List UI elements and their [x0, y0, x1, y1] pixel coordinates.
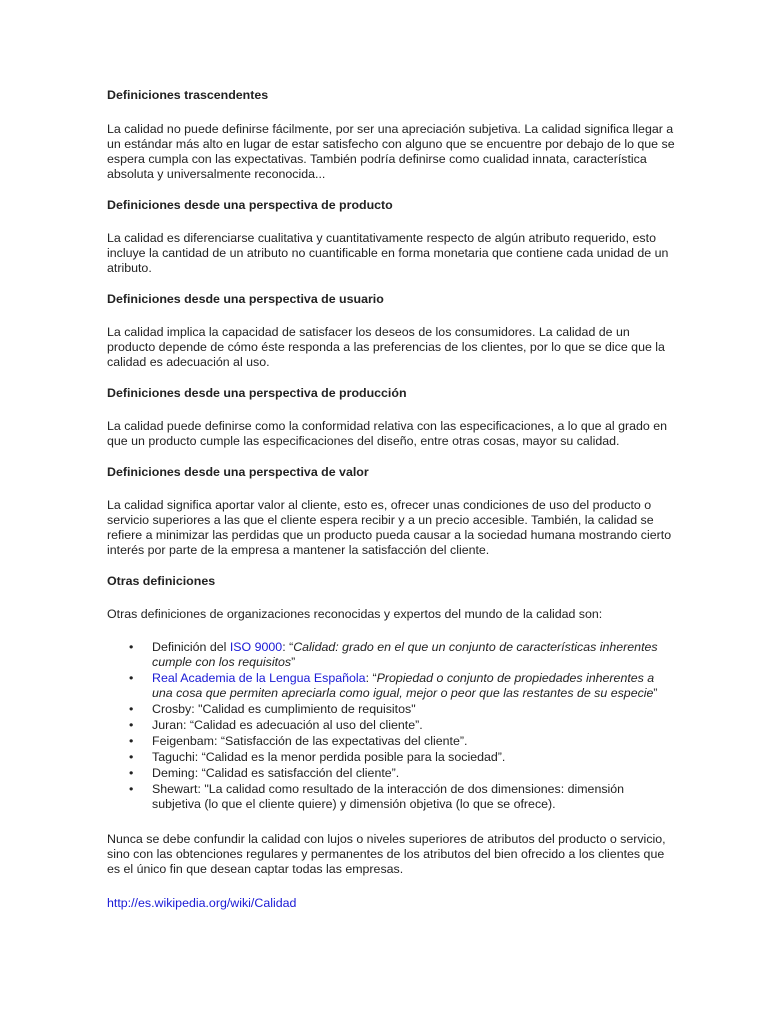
paragraph-usuario: La calidad implica la capacidad de satisfacer los deseos de los consumidores. La calidad de un producto depende de cómo éste responda a las preferencias de los clientes, por lo que se dice que la calidad es adecuación al uso. [107, 325, 665, 369]
juran-text: Juran: “Calidad es adecuación al uso del cliente”. [152, 718, 423, 732]
list-item-rae [107, 671, 675, 701]
paragraph-producto: La calidad es diferenciarse cualitativa y cuantitativamente respecto de algún atributo requerido, esto incluye la cantidad de un atributo no cuantificable en forma monetaria que contiene cada unidad de un atributo. [107, 231, 669, 275]
heading-trascendentes: Definiciones trascendentes [107, 88, 269, 102]
list-item-feigenbam [107, 734, 675, 749]
heading-usuario: Definiciones desde una perspectiva de usuario [107, 292, 384, 306]
iso-close: ” [291, 655, 296, 669]
paragraph-valor: La calidad significa aportar valor al cliente, esto es, ofrecer unas condiciones de uso del producto o servicio superiores a las que el cliente espera recibir y a un precio accesible. También, la calidad se refiere a minimizar las perdidas que un producto pueda causar a la sociedad humana mostrando cierto interés por parte de la empresa a mantener la satisfacción del cliente. [107, 498, 672, 557]
bullet-icon: • [129, 671, 134, 685]
iso-prefix: Definición del [152, 640, 230, 654]
bullet-icon: • [129, 750, 134, 764]
bullet-icon: • [129, 766, 134, 780]
iso-sep: : “ [282, 640, 294, 654]
source-url-paragraph [107, 896, 675, 911]
feigenbam-text: Feigenbam: “Satisfacción de las expectativas del cliente”. [152, 734, 468, 748]
heading-otras: Otras definiciones [107, 574, 216, 588]
list-item-crosby [107, 702, 675, 717]
paragraph-trascendentes: La calidad no puede definirse fácilmente, por ser una apreciación subjetiva. La calidad significa llegar a un estándar más alto en lugar de estar satisfecho con alguno que se encuentre por debajo de lo que se espera cumpla con las expectativas. También podría definirse como cualidad innata, característica absoluta y universalmente reconocida... [107, 122, 675, 181]
bullet-icon: • [129, 782, 134, 796]
document-body [107, 88, 675, 911]
bullet-icon: • [129, 702, 134, 716]
paragraph-otras-intro: Otras definiciones de organizaciones reconocidas y expertos del mundo de la calidad son: [107, 607, 603, 621]
list-item-deming [107, 766, 675, 781]
paragraph-closing: Nunca se debe confundir la calidad con lujos o niveles superiores de atributos del producto o servicio, sino con las obtenciones regulares y permanentes de los atributos del bien ofrecido a los clientes que es el único fin que desean captar todas las empresas. [107, 832, 666, 876]
crosby-text: Crosby: "Calidad es cumplimiento de requisitos" [152, 702, 416, 716]
rae-close: ” [653, 686, 658, 700]
taguchi-text: Taguchi: “Calidad es la menor perdida posible para la sociedad”. [152, 750, 506, 764]
heading-valor: Definiciones desde una perspectiva de valor [107, 465, 369, 479]
list-item-shewart [107, 782, 675, 812]
list-item-iso [107, 640, 675, 670]
iso-9000-link[interactable]: ISO 9000 [229, 640, 283, 654]
paragraph-produccion: La calidad puede definirse como la conformidad relativa con las especificaciones, a lo que al grado en que un producto cumple las especificaciones del diseño, entre otras cosas, mayor su calidad. [107, 419, 667, 448]
deming-text: Deming: “Calidad es satisfacción del cliente”. [152, 766, 400, 780]
bullet-icon: • [129, 718, 134, 732]
bullet-icon: • [129, 640, 134, 654]
rae-sep: : “ [365, 671, 377, 685]
list-item-juran [107, 718, 675, 733]
list-item-taguchi [107, 750, 675, 765]
shewart-text: Shewart: "La calidad como resultado de la interacción de dos dimensiones: dimensión subjetiva (lo que el cliente quiere) y dimensión objetiva (lo que se ofrece). [152, 782, 625, 811]
heading-producto: Definiciones desde una perspectiva de producto [107, 198, 393, 212]
rae-definition: Propiedad o conjunto de propiedades inherentes a una cosa que permiten apreciarla como igual, mejor o peor que las restantes de su especie [152, 671, 655, 700]
bullet-icon: • [129, 734, 134, 748]
wikipedia-source-link[interactable]: http://es.wikipedia.org/wiki/Calidad [107, 896, 297, 910]
definitions-list [107, 640, 675, 812]
rae-link[interactable]: Real Academia de la Lengua Española [152, 671, 366, 685]
heading-produccion: Definiciones desde una perspectiva de producción [107, 386, 407, 400]
iso-definition: Calidad: grado en el que un conjunto de características inherentes cumple con los requisitos [152, 640, 658, 669]
